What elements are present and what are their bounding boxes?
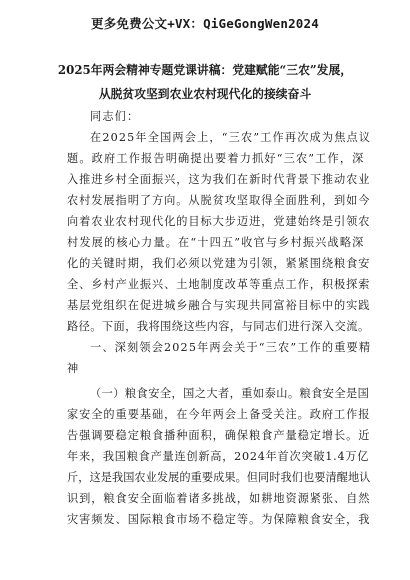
body-line: 灾害频发、国际粮食市场不稳定等。为保障粮食安全，我 <box>67 513 371 526</box>
salutation: 同志们： <box>90 110 140 123</box>
body-line: 向着农业农村现代化的目标大步迈进，党建始终是引领农 <box>67 215 371 228</box>
body-line: 入推进乡村全面振兴，这为我们在新时代背景下推动农业 <box>67 173 371 186</box>
body-line: 告强调要稳定粮食播种面积，确保粮食产量稳定增长。近 <box>67 429 371 442</box>
body-line: 斤，这是我国农业发展的重要成果。但同时我们也要清醒地认 <box>67 471 371 484</box>
body-line: 农村发展指明了方向。从脱贫攻坚取得全面胜利，到如今 <box>67 194 371 207</box>
body-line: 全、乡村产业振兴、土地制度改革等重点工作，积极探索 <box>67 278 371 291</box>
body-line: 年来，我国粮食产量连创新高，2024年首次突破1.4万亿 <box>67 450 370 463</box>
body-line: 识到，粮食安全面临着诸多挑战，如耕地资源紧张、自然 <box>67 492 371 505</box>
body-line: （一）粮食安全，国之大者，重如泰山。粮食安全是国 <box>90 387 370 400</box>
document-title-line-1: 2025年两会精神专题党课讲稿：党建赋能“三农”发展， <box>57 63 353 77</box>
body-line: 题。政府工作报告明确提出要着力抓好“三农”工作，深 <box>67 152 365 165</box>
watermark-header: 更多免费公文+VX：QiGeGongWen2024 <box>91 16 319 31</box>
body-line: 村发展的核心力量。在“十四五”收官与乡村振兴战略深 <box>67 236 365 249</box>
body-line: 在2025年全国两会上，“三农”工作再次成为焦点议 <box>90 131 372 144</box>
body-line: 基层党组织在促进城乡融合与实现共同富裕目标中的实践 <box>67 299 371 312</box>
body-line: 家安全的重要基础，在今年两会上备受关注。政府工作报 <box>67 408 371 421</box>
section-heading-line-1: 一、深刻领会2025年两会关于“三农”工作的重要精 <box>90 341 372 354</box>
body-line: 化的关键时期，我们必须以党建为引领，紧紧围绕粮食安 <box>67 257 371 270</box>
body-line: 路径。下面，我将围绕这些内容，与同志们进行深入交流。 <box>67 320 370 333</box>
section-heading-line-2: 神 <box>67 362 80 375</box>
document-title-line-2: 从脱贫攻坚到农业农村现代化的接续奋斗 <box>98 87 312 101</box>
